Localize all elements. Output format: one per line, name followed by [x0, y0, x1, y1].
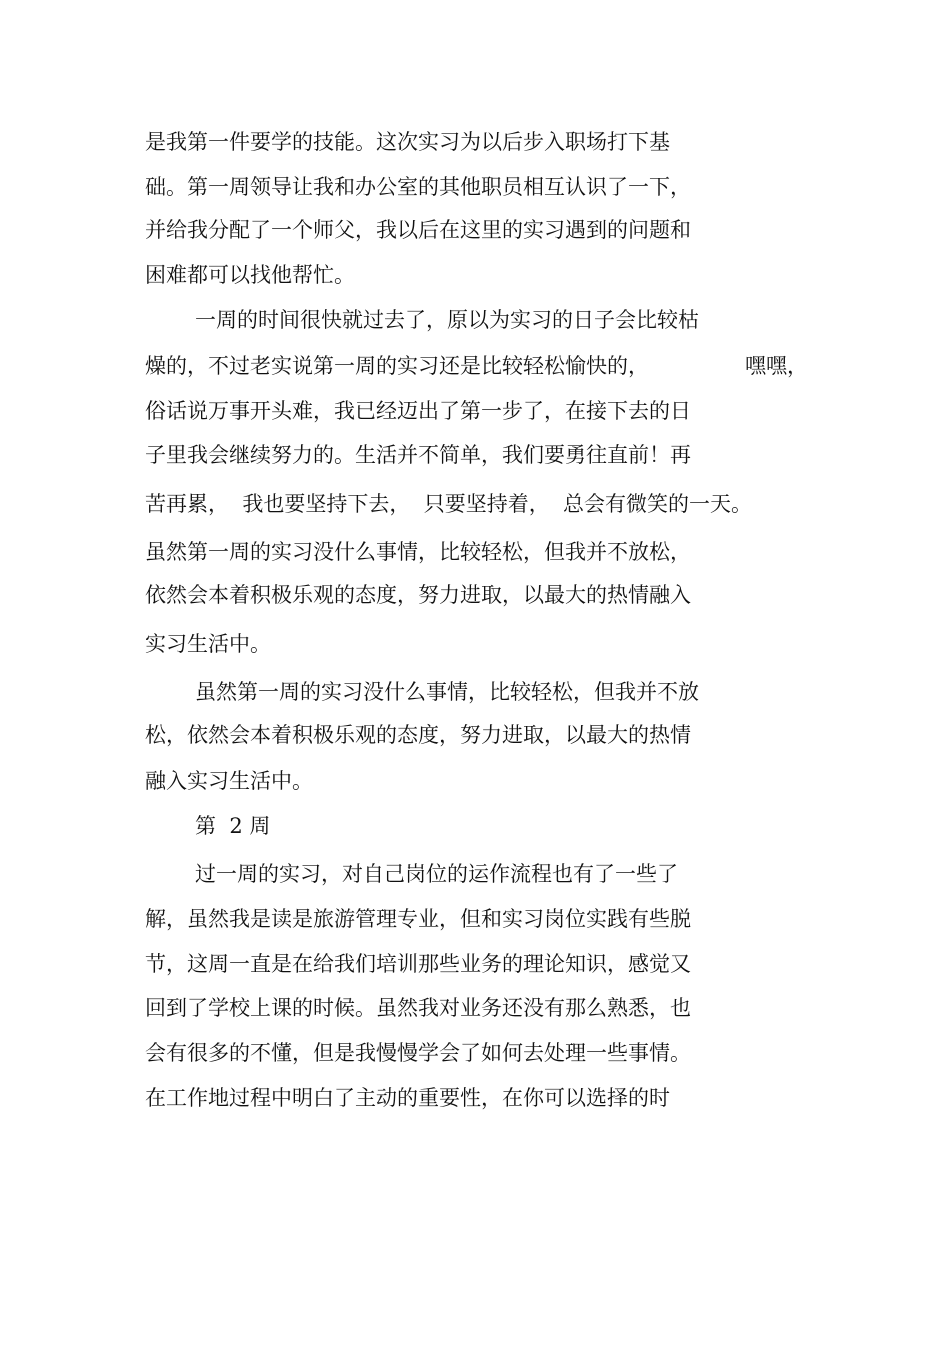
- paragraph-first-line: 过一周的实习，对自己岗位的运作流程也有了一些了: [195, 862, 678, 886]
- paragraph-first-line: 一周的时间很快就过去了，原以为实习的日子会比较枯: [195, 308, 699, 332]
- text-line: 依然会本着积极乐观的态度，努力进取，以最大的热情融入: [145, 583, 691, 607]
- text-line: 节，这周一直是在给我们培训那些业务的理论知识，感觉又: [145, 952, 691, 976]
- text-line: 俗话说万事开头难，我已经迈出了第一步了，在接下去的日: [145, 399, 691, 423]
- text-line: 会有很多的不懂，但是我慢慢学会了如何去处理一些事情。: [145, 1041, 691, 1065]
- text-line: 解，虽然我是读是旅游管理专业，但和实习岗位实践有些脱: [145, 907, 691, 931]
- text-line: 困难都可以找他帮忙。: [145, 263, 355, 287]
- text-line: 是我第一件要学的技能。这次实习为以后步入职场打下基: [145, 130, 670, 154]
- text-line: 松，依然会本着积极乐观的态度，努力进取，以最大的热情: [145, 723, 691, 747]
- text-line: 回到了学校上课的时候。虽然我对业务还没有那么熟悉，也: [145, 996, 691, 1020]
- text-line: 苦再累， 我也要坚持下去， 只要坚持着， 总会有微笑的一天。: [145, 492, 753, 516]
- text-line: 子里我会继续努力的。生活并不简单，我们要勇往直前！再: [145, 443, 691, 467]
- text-line: 实习生活中。: [145, 632, 271, 656]
- section-heading: 第 2 周: [195, 814, 271, 838]
- paragraph-first-line: 虽然第一周的实习没什么事情，比较轻松，但我并不放: [195, 680, 699, 704]
- text-line: 融入实习生活中。: [145, 769, 313, 793]
- text-line: 在工作地过程中明白了主动的重要性，在你可以选择的时: [145, 1086, 670, 1110]
- text-line: 虽然第一周的实习没什么事情，比较轻松，但我并不放松，: [145, 540, 691, 564]
- text-fragment: 嘿嘿，: [745, 354, 808, 378]
- text-line: 并给我分配了一个师父，我以后在这里的实习遇到的问题和: [145, 218, 691, 242]
- text-line: 础。第一周领导让我和办公室的其他职员相互认识了一下，: [145, 175, 691, 199]
- text-line: 燥的，不过老实说第一周的实习还是比较轻松愉快的，: [145, 354, 649, 378]
